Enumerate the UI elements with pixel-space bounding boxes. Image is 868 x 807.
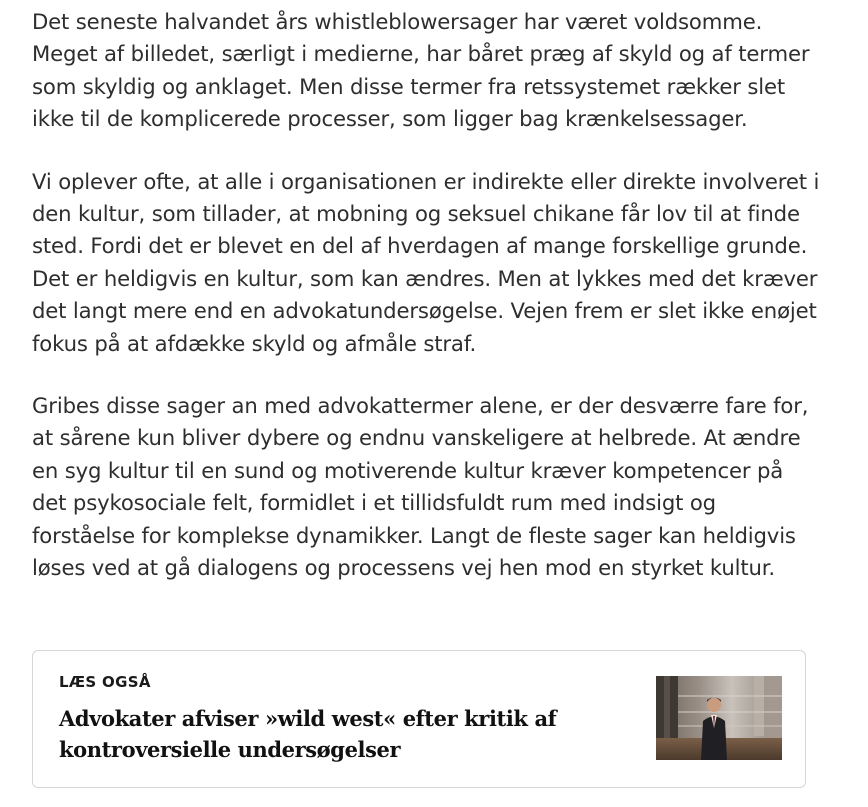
read-also-label: LÆS OGSÅ <box>59 673 151 691</box>
article-paragraph-3: Gribes disse sager an med advokattermer alene, er der desværre fare for, at sårene kun bliver dybere og endnu vanskeligere at helbrede. At ændre en syg kultur til en sund og motiverende kultur kræver kompetencer på det psykosociale felt, formidlet i et tillidsfuldt rum med indsigt og forståelse for komplekse dynamikker. Langt de fleste sager kan heldigvis løses ved at gå dialogens og processens vej hen mod en styrket kultur. <box>32 393 809 581</box>
article-body <box>32 6 822 615</box>
article-paragraph-2: Vi oplever ofte, at alle i organisationen er indirekte eller direkte involveret i den kultur, som tillader, at mobning og seksuel chikane får lov til at finde sted. Fordi det er blevet en del af hverdagen af mange forskellige grunde. Det er heldigvis en kultur, som kan ændres. Men at lykkes med det kræver det langt mere end en advokatundersøgelse. Vejen frem er slet ikke enøjet fokus på at afdække skyld og afmåle straf. <box>32 168 820 356</box>
read-also-thumbnail[interactable] <box>656 676 782 760</box>
read-also-card[interactable] <box>32 650 806 788</box>
article-paragraph-1: Det seneste halvandet års whistleblowersager har været voldsomme. Meget af billedet, særligt i medierne, har båret præg af skyld og af termer som skyldig og anklaget. Men disse termer fra retssystemet rækker slet ikke til de komplicerede processer, som ligger bag krænkelsessager. <box>32 9 810 132</box>
read-also-headline-link[interactable]: Advokater afviser »wild west« efter kritik af kontroversielle undersøgelser <box>59 706 557 762</box>
photo-of-man-in-suit-icon <box>656 676 782 760</box>
